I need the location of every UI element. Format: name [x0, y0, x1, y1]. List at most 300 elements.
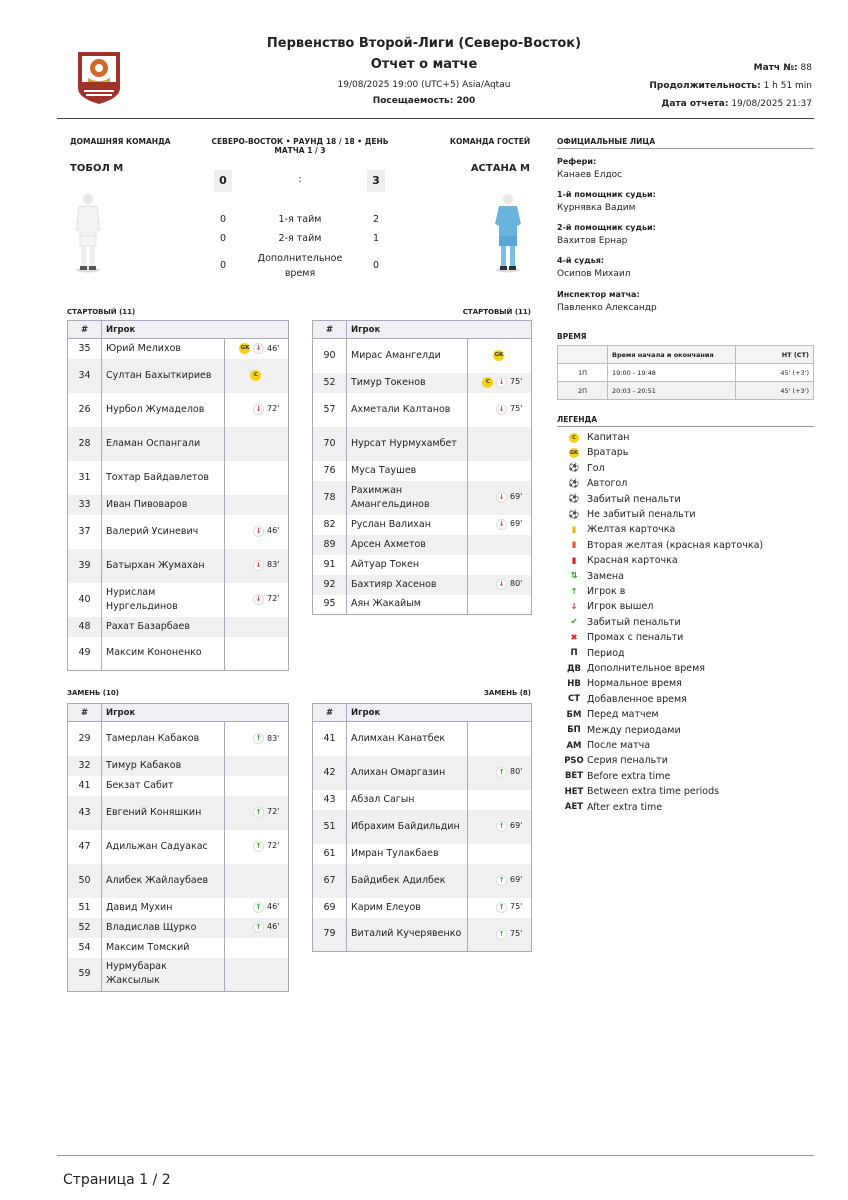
- player-row: [68, 918, 289, 938]
- player-in-icon: ↑: [253, 733, 264, 744]
- time-title: ВРЕМЯ: [557, 332, 587, 341]
- player-in-icon: ↑: [253, 807, 264, 818]
- player-events: [468, 595, 532, 615]
- player-in-icon: ↑: [496, 875, 507, 886]
- time-period: 1П: [558, 364, 608, 382]
- legend-item: [561, 522, 675, 537]
- player-name: Ибрахим Байдильдин: [347, 810, 468, 844]
- player-name: Валерий Усиневич: [102, 515, 225, 549]
- officials-divider: [557, 148, 814, 149]
- player-in-icon: ↑: [570, 586, 578, 597]
- official-role: Рефери:: [557, 157, 597, 166]
- official-role: Инспектор матча:: [557, 290, 640, 299]
- player-events: [468, 393, 532, 427]
- player-name: Мирас Амангелди: [347, 339, 468, 373]
- col-num-header: #: [313, 321, 347, 339]
- player-row: [68, 617, 289, 637]
- penalty-missed-icon: ⚽: [568, 509, 580, 520]
- player-number: 92: [313, 575, 347, 595]
- away-subs-table: [312, 703, 532, 952]
- time-table: [557, 345, 814, 400]
- penalty-miss-cross-icon: ✖: [570, 632, 578, 643]
- player-row: [313, 339, 532, 373]
- player-row: [68, 756, 289, 776]
- event-minute: 75': [510, 377, 523, 387]
- legend-divider: [557, 426, 814, 427]
- player-events: [468, 461, 532, 481]
- legend-item: [561, 584, 625, 599]
- player-in-icon: ↑: [253, 922, 264, 933]
- player-number: 69: [313, 898, 347, 918]
- report-date-label: Дата отчета:: [661, 99, 729, 109]
- score-separator: :: [298, 174, 302, 185]
- player-events: [225, 864, 289, 898]
- second-yellow-icon: ▮: [571, 540, 577, 551]
- goal-icon: ⚽: [568, 463, 580, 474]
- home-subs-label: ЗАМЕНЬ (10): [67, 689, 119, 697]
- player-row: [68, 393, 289, 427]
- legend-text: Между периодами: [587, 724, 681, 736]
- player-row: [68, 461, 289, 495]
- player-name: Алихан Омаргазин: [347, 756, 468, 790]
- player-name: Тохтар Байдавлетов: [102, 461, 225, 495]
- col-num-header: #: [68, 321, 102, 339]
- player-name: Бекзат Сабит: [102, 776, 225, 796]
- legend-item: [561, 723, 681, 738]
- player-row: [313, 427, 532, 461]
- duration-value: 1 h 51 min: [763, 81, 812, 91]
- player-row: [68, 583, 289, 617]
- player-row: [68, 864, 289, 898]
- event-minute: 75': [510, 902, 523, 912]
- captain-icon: C: [250, 370, 261, 381]
- player-name: Батырхан Жумахан: [102, 549, 225, 583]
- player-name: Максим Томский: [102, 938, 225, 958]
- player-in-icon: ↑: [253, 841, 264, 852]
- away-score: 3: [367, 170, 385, 192]
- player-number: 50: [68, 864, 102, 898]
- legend-item: [561, 661, 705, 676]
- player-name: Алибек Жайлаубаев: [102, 864, 225, 898]
- time-ht: 45' (+3'): [736, 364, 814, 382]
- player-events: [468, 864, 532, 898]
- report-title: Первенство Второй-Лиги (Северо-Восток): [266, 36, 582, 51]
- player-events: [225, 898, 289, 918]
- player-name: Рахимжан Амангельдинов: [347, 481, 468, 515]
- player-in-icon: ↑: [496, 767, 507, 778]
- player-row: [313, 810, 532, 844]
- player-number: 76: [313, 461, 347, 481]
- player-events: [225, 958, 289, 992]
- player-name: Нурбол Жумаделов: [102, 393, 225, 427]
- player-row: [68, 898, 289, 918]
- col-num-header: #: [313, 704, 347, 722]
- player-events: [225, 830, 289, 864]
- official-role: 1-й помощник судьи:: [557, 190, 656, 199]
- legend-abbr: AET: [564, 802, 584, 813]
- player-row: [313, 918, 532, 952]
- away-team-label: КОМАНДА ГОСТЕЙ: [449, 137, 531, 146]
- period-away-score: 0: [372, 260, 380, 271]
- player-number: 91: [313, 555, 347, 575]
- player-number: 54: [68, 938, 102, 958]
- player-name: Абзал Сагын: [347, 790, 468, 810]
- event-minute: 69': [510, 875, 523, 885]
- player-number: 34: [68, 359, 102, 393]
- page-number: Страница 1 / 2: [63, 1172, 171, 1188]
- home-starting-table: [67, 320, 289, 671]
- own-goal-icon: ⚽: [568, 478, 580, 489]
- goalkeeper-icon: GK: [493, 350, 504, 361]
- player-number: 67: [313, 864, 347, 898]
- player-number: 43: [68, 796, 102, 830]
- legend-abbr: PSO: [564, 755, 584, 766]
- player-name: Тимур Кабаков: [102, 756, 225, 776]
- player-number: 51: [313, 810, 347, 844]
- player-number: 41: [313, 722, 347, 756]
- red-card-icon: ▮: [571, 555, 577, 566]
- player-number: 43: [313, 790, 347, 810]
- player-number: 35: [68, 339, 102, 359]
- player-number: 78: [313, 481, 347, 515]
- player-events: [225, 515, 289, 549]
- player-events: [468, 515, 532, 535]
- player-name: Алимхан Канатбек: [347, 722, 468, 756]
- captain-icon: C: [561, 433, 587, 443]
- player-in-icon: ↑: [496, 902, 507, 913]
- player-name: Владислав Щурко: [102, 918, 225, 938]
- player-events: [468, 810, 532, 844]
- player-events: [225, 776, 289, 796]
- player-events: [468, 427, 532, 461]
- player-name: Тимур Токенов: [347, 373, 468, 393]
- player-name: Руслан Валихан: [347, 515, 468, 535]
- legend-abbr: СТ: [567, 694, 581, 705]
- event-minute: 69': [510, 492, 523, 502]
- period-label: Дополнительное время: [257, 253, 343, 279]
- legend-item: [561, 461, 605, 476]
- official-name: Канаев Елдос: [557, 170, 623, 180]
- home-score: 0: [214, 170, 232, 192]
- player-events: [468, 555, 532, 575]
- player-out-icon: ↓: [253, 404, 264, 415]
- event-minute: 46': [267, 343, 280, 353]
- time-range-header: Время начала и окончания: [608, 346, 736, 364]
- player-events: [225, 756, 289, 776]
- event-minute: 83': [267, 560, 280, 570]
- player-events: [468, 339, 532, 373]
- legend-item: [561, 476, 627, 491]
- match-number: [754, 63, 812, 73]
- player-row: [68, 515, 289, 549]
- player-name: Евгений Коняшкин: [102, 796, 225, 830]
- legend-text: Дополнительное время: [587, 663, 706, 674]
- player-events: [468, 722, 532, 756]
- player-number: 57: [313, 393, 347, 427]
- player-row: [68, 776, 289, 796]
- period-home-score: 0: [219, 260, 227, 271]
- player-out-icon: ↓: [253, 526, 264, 537]
- legend-item: [561, 538, 763, 553]
- player-out-icon: ↓: [496, 579, 507, 590]
- player-row: [68, 958, 289, 992]
- legend-item: [561, 569, 624, 584]
- player-events: [468, 756, 532, 790]
- player-name: Айтуар Токен: [347, 555, 468, 575]
- period-home-score: 0: [219, 214, 227, 225]
- player-row: [313, 515, 532, 535]
- official-role: 2-й помощник судьи:: [557, 223, 656, 232]
- player-row: [68, 359, 289, 393]
- player-name: Иван Пивоваров: [102, 495, 225, 515]
- player-events: [225, 617, 289, 637]
- legend-item: [561, 676, 682, 691]
- goalkeeper-icon: GK: [570, 449, 578, 456]
- player-name: Муса Таушев: [347, 461, 468, 481]
- player-events: [468, 481, 532, 515]
- away-subs-label: ЗАМЕНЬ (8): [483, 689, 531, 697]
- penalty-scored-icon: ⚽: [568, 494, 580, 505]
- player-name: Виталий Кучерявенко: [347, 918, 468, 952]
- col-num-header: #: [68, 704, 102, 722]
- player-row: [313, 461, 532, 481]
- event-minute: 80': [510, 579, 523, 589]
- player-name: Нурмубарак Жаксылык: [102, 958, 225, 992]
- legend-abbr: HET: [564, 786, 584, 797]
- event-minute: 46': [267, 526, 280, 536]
- legend-item: [561, 630, 683, 645]
- official-name: Павленко Александр: [557, 303, 657, 313]
- player-number: 90: [313, 339, 347, 373]
- player-events: [225, 495, 289, 515]
- time-period: 2П: [558, 382, 608, 400]
- player-out-icon: ↓: [253, 343, 264, 354]
- period-away-score: 1: [372, 233, 380, 244]
- legend-abbr: БМ: [566, 709, 582, 720]
- event-minute: 72': [267, 404, 280, 414]
- player-number: 61: [313, 844, 347, 864]
- col-player-header: Игрок: [347, 704, 532, 722]
- duration-label: Продолжительность:: [649, 81, 761, 91]
- player-row: [313, 481, 532, 515]
- round-label: СЕВЕРО-ВОСТОК • РАУНД 18 / 18 • ДЕНЬ МАТЧА 1 / 3: [211, 137, 389, 155]
- player-row: [68, 339, 289, 359]
- player-events: [225, 549, 289, 583]
- player-events: [225, 583, 289, 617]
- player-row: [313, 373, 532, 393]
- legend-item: [561, 784, 719, 799]
- legend-text: Добавленное время: [587, 693, 687, 705]
- player-row: [68, 830, 289, 864]
- legend-item: [561, 507, 696, 522]
- player-row: [313, 393, 532, 427]
- official-name: Вахитов Ернар: [557, 236, 628, 246]
- captain-icon: C: [482, 377, 493, 388]
- footer-divider: [57, 1155, 814, 1156]
- player-events: [225, 938, 289, 958]
- officials-title: ОФИЦИАЛЬНЫЕ ЛИЦА: [557, 137, 656, 146]
- player-events: [468, 535, 532, 555]
- period-home-score: 0: [219, 233, 227, 244]
- legend-abbr: BET: [564, 771, 584, 782]
- player-number: 29: [68, 722, 102, 756]
- player-number: 39: [68, 549, 102, 583]
- player-number: 79: [313, 918, 347, 952]
- legend-item: [561, 707, 659, 722]
- legend-item: [561, 430, 630, 445]
- event-minute: 46': [267, 922, 280, 932]
- time-range: 19:00 - 19:48: [608, 364, 736, 382]
- time-ht-header: HT (CT): [736, 346, 814, 364]
- player-number: 70: [313, 427, 347, 461]
- player-name: Бахтияр Хасенов: [347, 575, 468, 595]
- match-duration: [649, 81, 812, 91]
- player-out-icon: ↓: [253, 560, 264, 571]
- official-name: Осипов Михаил: [557, 269, 631, 279]
- player-number: 47: [68, 830, 102, 864]
- away-start-label: СТАРТОВЫЙ (11): [462, 308, 531, 316]
- match-number-value: 88: [800, 63, 812, 73]
- player-number: 52: [68, 918, 102, 938]
- time-range: 20:03 - 20:51: [608, 382, 736, 400]
- player-row: [313, 722, 532, 756]
- player-number: 95: [313, 595, 347, 615]
- player-number: 28: [68, 427, 102, 461]
- player-name: Давид Мухин: [102, 898, 225, 918]
- player-number: 49: [68, 637, 102, 671]
- player-row: [68, 722, 289, 756]
- player-in-icon: ↑: [496, 821, 507, 832]
- time-ht: 45' (+3'): [736, 382, 814, 400]
- player-events: [225, 918, 289, 938]
- player-name: Еламан Оспангали: [102, 427, 225, 461]
- home-team-name: ТОБОЛ М: [70, 163, 124, 174]
- event-minute: 72': [267, 807, 280, 817]
- match-number-label: Матч №:: [753, 63, 798, 73]
- legend-item: [561, 615, 681, 630]
- player-events: [468, 918, 532, 952]
- away-kit-icon: [490, 192, 526, 274]
- player-row: [68, 938, 289, 958]
- player-events: [468, 790, 532, 810]
- penalty-scored-check-icon: ✔: [570, 617, 578, 628]
- legend-text: Вторая желтая (красная карточка): [587, 539, 764, 551]
- col-player-header: Игрок: [102, 704, 289, 722]
- time-row: [558, 364, 814, 382]
- legend-text: Гол: [587, 462, 605, 474]
- legend-text: Перед матчем: [587, 709, 659, 721]
- player-name: Карим Елеуов: [347, 898, 468, 918]
- player-row: [313, 535, 532, 555]
- legend-text: Промах с пенальти: [587, 632, 684, 644]
- legend-item: [561, 738, 650, 753]
- player-out-icon: ↓: [496, 377, 507, 388]
- time-row: [558, 382, 814, 400]
- player-number: 51: [68, 898, 102, 918]
- legend-text: Игрок в: [587, 586, 626, 597]
- player-row: [68, 637, 289, 671]
- legend-text: Красная карточка: [587, 555, 678, 567]
- player-number: 89: [313, 535, 347, 555]
- player-number: 37: [68, 515, 102, 549]
- goalkeeper-icon: GK: [239, 343, 250, 354]
- col-player-header: Игрок: [347, 321, 532, 339]
- substitution-icon: ⇅: [570, 571, 578, 582]
- player-name: Арсен Ахметов: [347, 535, 468, 555]
- player-row: [313, 575, 532, 595]
- report-subtitle: Отчет о матче: [370, 57, 478, 72]
- player-number: 42: [313, 756, 347, 790]
- event-minute: 75': [510, 929, 523, 938]
- player-out-icon: ↓: [570, 601, 578, 612]
- player-events: [468, 373, 532, 393]
- legend-item: [561, 492, 681, 507]
- attendance-label: Посещаемость:: [372, 96, 454, 106]
- player-out-icon: ↓: [496, 492, 507, 503]
- player-row: [313, 864, 532, 898]
- col-player-header: Игрок: [102, 321, 289, 339]
- period-label: 1-я тайм: [278, 214, 322, 225]
- home-subs-table: [67, 703, 289, 992]
- player-row: [68, 796, 289, 830]
- legend-text: Вратарь: [587, 447, 629, 459]
- report-date-value: 19/08/2025 21:37: [731, 99, 812, 109]
- player-row: [313, 898, 532, 918]
- header-divider: [57, 118, 814, 119]
- legend-item: [561, 553, 678, 568]
- player-row: [313, 555, 532, 575]
- legend-abbr: НВ: [567, 678, 581, 689]
- event-minute: 72': [267, 594, 280, 604]
- legend-item: [561, 692, 687, 707]
- player-in-icon: ↑: [253, 902, 264, 913]
- legend-text: Период: [587, 647, 625, 659]
- player-events: [225, 637, 289, 671]
- player-number: 82: [313, 515, 347, 535]
- player-row: [68, 495, 289, 515]
- player-events: [225, 427, 289, 461]
- legend-text: Капитан: [587, 432, 630, 443]
- legend-text: Игрок вышел: [587, 601, 654, 613]
- event-minute: 69': [510, 519, 523, 529]
- legend-text: Before extra time: [587, 770, 671, 782]
- player-number: 40: [68, 583, 102, 617]
- player-events: [225, 359, 289, 393]
- player-name: Имран Тулакбаев: [347, 844, 468, 864]
- player-number: 41: [68, 776, 102, 796]
- event-minute: 75': [510, 404, 523, 414]
- player-name: Адильжан Садуакас: [102, 830, 225, 864]
- player-events: [468, 844, 532, 864]
- player-events: [225, 461, 289, 495]
- player-name: Аян Жакайым: [347, 595, 468, 615]
- legend-text: Не забитый пенальти: [587, 509, 696, 520]
- official-name: Курнявка Вадим: [557, 203, 636, 213]
- player-events: [225, 722, 289, 756]
- home-start-label: СТАРТОВЫЙ (11): [67, 308, 136, 316]
- legend-title: ЛЕГЕНДА: [557, 415, 598, 424]
- player-name: Нурислам Нургельдинов: [102, 583, 225, 617]
- legend-abbr: ДВ: [566, 663, 582, 674]
- player-row: [313, 595, 532, 615]
- player-row: [68, 427, 289, 461]
- player-out-icon: ↓: [496, 404, 507, 415]
- legend-text: Забитый пенальти: [587, 616, 681, 628]
- player-in-icon: ↑: [496, 929, 507, 940]
- legend-text: Серия пенальти: [587, 755, 668, 767]
- player-row: [313, 844, 532, 864]
- player-row: [313, 790, 532, 810]
